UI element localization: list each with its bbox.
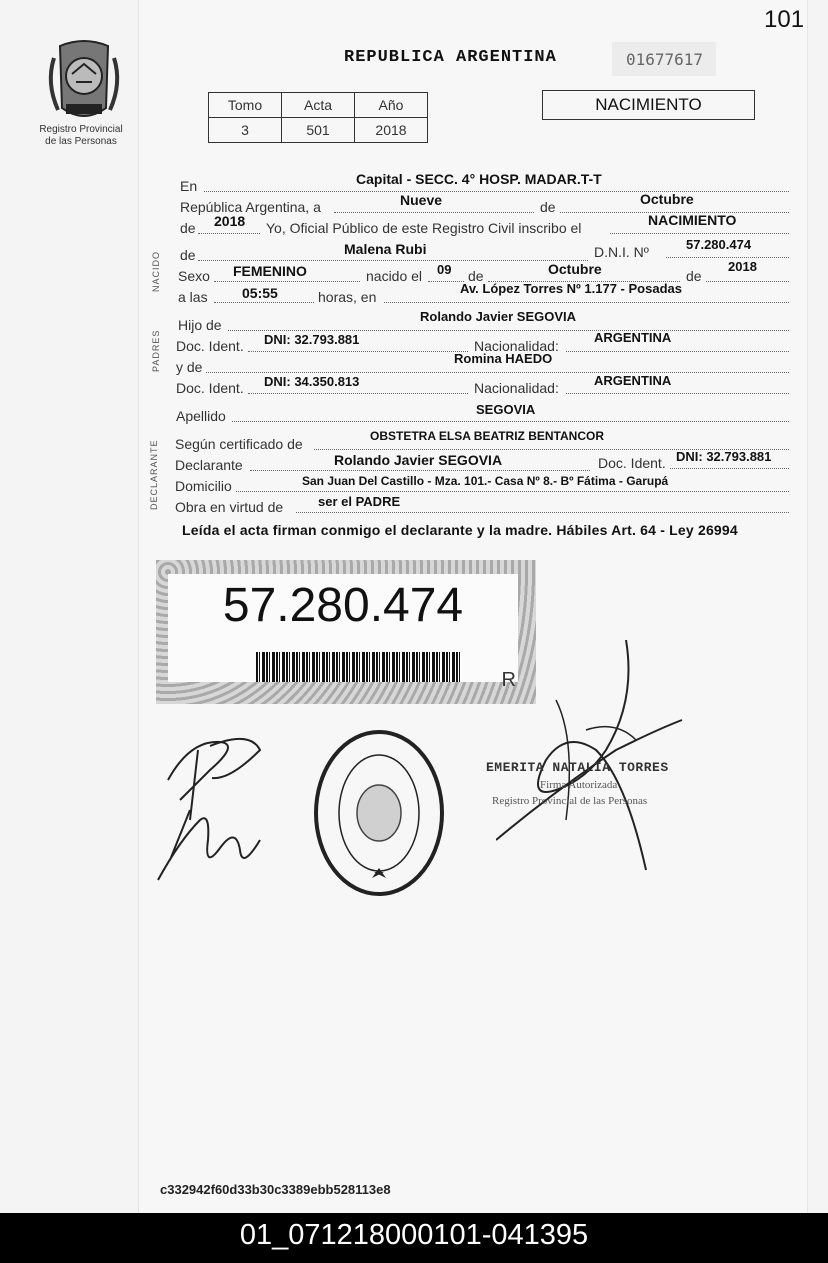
label-obra: Obra en virtud de: [175, 499, 284, 515]
surname-value: SEGOVIA: [476, 402, 536, 417]
dotted-leader: [706, 281, 789, 282]
day-written-value: Nueve: [400, 192, 443, 208]
table-row: [209, 118, 428, 143]
dotted-leader: [384, 302, 789, 303]
label-de: de: [686, 268, 702, 284]
birth-month-value: Octubre: [548, 261, 602, 277]
label-de: de: [468, 268, 484, 284]
father-doc-value: DNI: 32.793.881: [264, 332, 360, 347]
label-doc-ident: Doc. Ident.: [176, 380, 244, 396]
dotted-leader: [214, 281, 360, 282]
label-y-de: y de: [176, 359, 203, 375]
dotted-leader: [214, 302, 314, 303]
label-a-las: a las: [178, 289, 208, 305]
label-doc-ident: Doc. Ident.: [176, 338, 244, 354]
address-value: San Juan Del Castillo - Mza. 101.- Casa Nº 8.- Bº Fátima - Garupá: [302, 474, 669, 488]
official-office: Registro Provincial de las Personas: [492, 795, 648, 807]
dotted-leader: [204, 191, 789, 192]
registry-stamp-icon: [312, 728, 446, 898]
declarant-doc-value: DNI: 32.793.881: [676, 449, 772, 464]
table-row: [209, 93, 428, 118]
dotted-leader: [236, 491, 789, 492]
dotted-leader: [566, 351, 789, 352]
header-anio: Año: [355, 93, 428, 118]
serial-number-box: [612, 42, 716, 76]
registry-label-line1: Registro Provincial: [39, 124, 123, 135]
dni-value: 57.280.474: [686, 237, 752, 252]
declarant-value: Rolando Javier SEGOVIA: [334, 452, 503, 468]
sex-value: FEMENINO: [233, 263, 307, 279]
inscribe-type-value: NACIMIENTO: [648, 212, 737, 228]
label-horas-en: horas, en: [318, 289, 377, 305]
dni-sticker-mark: R: [501, 669, 516, 691]
dotted-leader: [198, 260, 588, 261]
barcode: [256, 652, 462, 682]
name-value: Malena Rubi: [344, 241, 427, 257]
label-nacionalidad: Nacionalidad:: [474, 380, 559, 396]
birth-time-value: 05:55: [242, 285, 278, 301]
label-republica: República Argentina, a: [180, 199, 321, 215]
label-de: de: [180, 247, 196, 263]
value-anio: 2018: [355, 118, 428, 143]
label-apellido: Apellido: [176, 408, 226, 424]
label-nacionalidad: Nacionalidad:: [474, 338, 559, 354]
dotted-leader: [228, 330, 789, 331]
label-de: de: [180, 220, 196, 236]
label-en: En: [180, 178, 198, 194]
father-nationality-value: ARGENTINA: [594, 330, 672, 345]
year-value: 2018: [214, 213, 246, 229]
act-type-box: NACIMIENTO: [542, 90, 755, 120]
dotted-leader: [296, 512, 789, 513]
label-nacido-el: nacido el: [366, 268, 423, 284]
dotted-leader: [248, 393, 468, 394]
side-label-padres: PADRES: [151, 329, 161, 372]
dni-sticker-number: 57.280.474: [222, 579, 464, 632]
dotted-leader: [334, 212, 534, 213]
birth-place-value: Av. López Torres Nº 1.177 - Posadas: [460, 281, 682, 296]
footer-code: 01_071218000101-041395: [239, 1219, 589, 1251]
official-name: EMERITA NATALIA TORRES: [486, 760, 669, 775]
serial-number: 01677617: [626, 50, 704, 69]
dotted-leader: [250, 470, 590, 471]
mother-nationality-value: ARGENTINA: [594, 373, 672, 388]
certificate-by-value: OBSTETRA ELSA BEATRIZ BENTANCOR: [370, 429, 604, 443]
father-name-value: Rolando Javier SEGOVIA: [420, 309, 577, 324]
place-value: Capital - SECC. 4° HOSP. MADAR.T-T: [356, 171, 602, 187]
label-segun-cert: Según certificado de: [175, 436, 303, 452]
label-declarante: Declarante: [175, 457, 243, 473]
value-tomo: 3: [209, 118, 282, 143]
official-role: Firma Autorizada: [540, 779, 618, 791]
dni-sticker: [156, 560, 536, 704]
document-hash: c332942f60d33b30c3389ebb528113e8: [160, 1182, 391, 1197]
book-reference-table: [208, 92, 428, 143]
dotted-leader: [232, 421, 789, 422]
month-value: Octubre: [640, 191, 694, 207]
mother-doc-value: DNI: 34.350.813: [264, 374, 360, 389]
label-doc-ident: Doc. Ident.: [598, 455, 666, 471]
mother-name-value: Romina HAEDO: [454, 351, 553, 366]
dotted-leader: [206, 372, 789, 373]
birth-year-value: 2018: [728, 259, 757, 274]
label-domicilio: Domicilio: [175, 478, 232, 494]
dotted-leader: [670, 468, 789, 469]
registry-label-line2: de las Personas: [45, 136, 117, 147]
closing-text: Leída el acta firman conmigo el declarante y la madre. Hábiles Art. 64 - Ley 26994: [182, 522, 738, 538]
label-de: de: [540, 199, 556, 215]
header-tomo: Tomo: [209, 93, 282, 118]
dotted-leader: [610, 233, 789, 234]
in-virtue-value: ser el PADRE: [318, 494, 401, 509]
registry-label: [26, 124, 136, 148]
dotted-leader: [566, 393, 789, 394]
dotted-leader: [198, 233, 260, 234]
value-acta: 501: [282, 118, 355, 143]
side-label-nacido: NACIDO: [151, 250, 161, 292]
label-hijo-de: Hijo de: [178, 317, 222, 333]
dni-sticker-inner: [168, 574, 518, 691]
dotted-leader: [248, 351, 468, 352]
signature-declarant: [150, 720, 270, 890]
page-number: 101: [764, 6, 805, 33]
dotted-leader: [428, 281, 464, 282]
document-title: REPUBLICA ARGENTINA: [344, 48, 557, 67]
label-dni: D.N.I. Nº: [594, 244, 649, 260]
footer-bar: [0, 1213, 828, 1263]
label-sexo: Sexo: [178, 268, 210, 284]
label-yo-oficial: Yo, Oficial Público de este Registro Civil inscribo el: [266, 220, 582, 236]
province-seal-icon: [36, 38, 132, 128]
header-acta: Acta: [282, 93, 355, 118]
side-label-declarante: DECLARANTE: [149, 439, 159, 510]
dotted-leader: [666, 257, 789, 258]
birth-day-value: 09: [437, 262, 452, 277]
